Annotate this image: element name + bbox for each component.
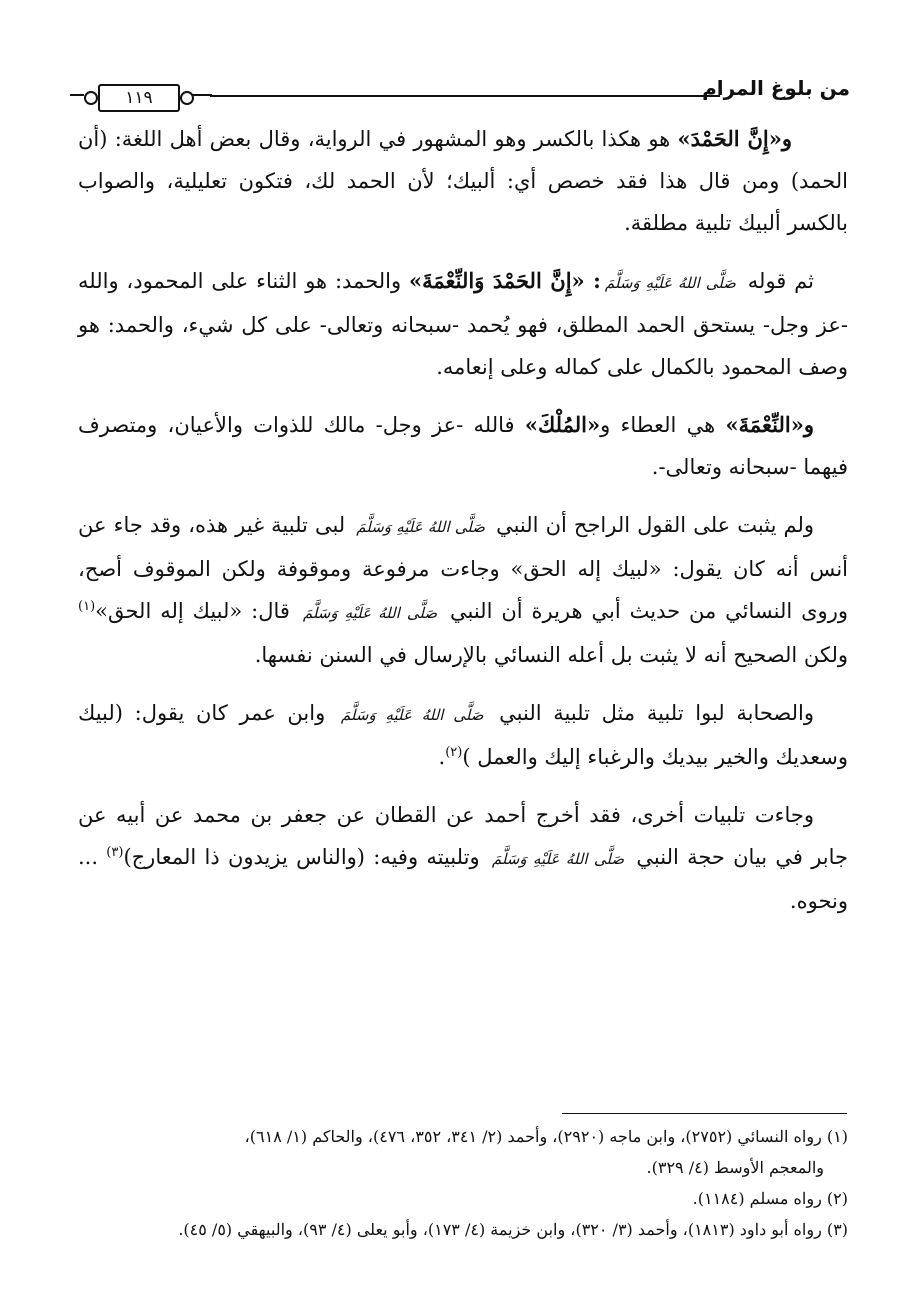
page-number: ١١٩ bbox=[98, 84, 180, 112]
header-ornament-left bbox=[70, 94, 84, 96]
paragraph-6 bbox=[78, 794, 848, 922]
paragraph-text: وابن عمر كان يقول: (لبيك وسعديك والخير بيديك والرغباء إليك والعمل ) bbox=[78, 701, 848, 769]
footnote-1: (١) رواه النسائي (٢٧٥٢)، وابن ماجه (٢٩٢٠)، وأحمد (٢/ ٣٤١، ٣٥٢، ٤٧٦)، والحاكم (١/ ٦١٨)، bbox=[244, 1127, 848, 1146]
paragraph-text: هي العطاء و bbox=[600, 413, 726, 437]
paragraph-1 bbox=[78, 118, 848, 244]
salla-honorific: صَلَّى اللهُ عَلَيْهِ وَسَلَّمَ bbox=[356, 518, 485, 536]
header-ornament-right bbox=[192, 94, 212, 96]
paragraph-text: ثم قوله bbox=[747, 269, 814, 293]
paragraph-text: لبى تلبية غير هذه، وقد جاء عن أنس أنه كان يقول: «لبيك إله الحق» وجاءت مرفوعة وموقوفة ولكن الموقوف أصح، وروى النسائي من حديث أبي هريرة أن النبي bbox=[78, 513, 848, 623]
quote-inna-alhamd: و«إِنَّ الحَمْدَ» bbox=[677, 126, 792, 151]
paragraph-text: والحمد: هو الثناء على المحمود، والله -عز وجل- يستحق الحمد المطلق، فهو يُحمد -سبحانه وتعالى- على كل شيء، والحمد: هو وصف المحمود بالكمال على كماله وعلى إنعامه. bbox=[78, 269, 848, 379]
quote-alnima: و«النِّعْمَةَ» bbox=[725, 412, 814, 437]
footnote-3: (٣) رواه أبو داود (١٨١٣)، وأحمد (٣/ ٣٢٠)، وابن خزيمة (٤/ ١٧٣)، وأبو يعلى (٤/ ٩٣)، والبيهقي (٥/ ٤٥). bbox=[178, 1220, 848, 1239]
header-rule bbox=[210, 95, 720, 97]
footnotes bbox=[76, 1121, 848, 1245]
salla-honorific: صَلَّى اللهُ عَلَيْهِ وَسَلَّمَ bbox=[340, 706, 484, 724]
salla-honorific: صَلَّى اللهُ عَلَيْهِ وَسَلَّمَ bbox=[604, 274, 736, 292]
main-text bbox=[78, 118, 848, 938]
salla-honorific: صَلَّى اللهُ عَلَيْهِ وَسَلَّمَ bbox=[491, 850, 625, 868]
paragraph-text: وجاءت تلبيات أخرى، فقد أخرج أحمد عن القطان عن جعفر بن محمد عن أبيه عن جابر في بيان حجة النبي bbox=[78, 803, 849, 869]
paragraph-text: وتلبيته وفيه: (والناس يزيدون ذا المعارج) bbox=[123, 845, 488, 869]
quote-almulk: «المُلْكَ» bbox=[524, 412, 601, 437]
book-title: من بلوغ المرام bbox=[702, 76, 850, 100]
paragraph-3 bbox=[78, 404, 848, 488]
salla-honorific: صَلَّى اللهُ عَلَيْهِ وَسَلَّمَ bbox=[302, 604, 438, 622]
paragraph-text: والصحابة لبوا تلبية مثل تلبية النبي bbox=[499, 701, 814, 725]
paragraph-5 bbox=[78, 692, 848, 778]
paragraph-text: ولم يثبت على القول الراجح أن النبي bbox=[496, 513, 815, 537]
footnote-2: (٢) رواه مسلم (١١٨٤). bbox=[692, 1189, 848, 1208]
paragraph-text: فالله -عز وجل- مالك للذوات والأعيان، ومتصرف فيهما -سبحانه وتعالى-. bbox=[78, 413, 848, 479]
paragraph-text: ولكن الصحيح أنه لا يثبت بل أعله النسائي بالإرسال في السنن نفسها. bbox=[254, 643, 848, 667]
footnote-separator bbox=[562, 1113, 847, 1114]
paragraph-text: ... ونحوه. bbox=[78, 845, 848, 913]
footnote-1-continued: والمعجم الأوسط (٤/ ٣٢٩). bbox=[646, 1158, 824, 1177]
paragraph-text: . bbox=[438, 745, 446, 769]
footnote-ref-1[interactable]: (١) bbox=[78, 599, 96, 614]
paragraph-4 bbox=[78, 504, 848, 676]
paragraph-text: قال: «لبيك إله الحق» bbox=[95, 599, 299, 623]
paragraph-text: هو هكذا بالكسر وهو المشهور في الرواية، وقال بعض أهل اللغة: (أن الحمد) ومن قال هذا فقد خصص أي: ألبيك؛ لأن الحمد لك، فتكون تعليلية، والصواب بالكسر ألبيك تلبية مطلقة. bbox=[78, 127, 848, 235]
quote-alhamd-walnima: : «إِنَّ الحَمْدَ وَالنِّعْمَةَ» bbox=[408, 268, 601, 293]
paragraph-2 bbox=[78, 260, 848, 388]
footnote-ref-3[interactable]: (٣) bbox=[106, 845, 124, 860]
footnote-ref-2[interactable]: (٢) bbox=[445, 745, 463, 760]
page-header bbox=[70, 70, 850, 110]
